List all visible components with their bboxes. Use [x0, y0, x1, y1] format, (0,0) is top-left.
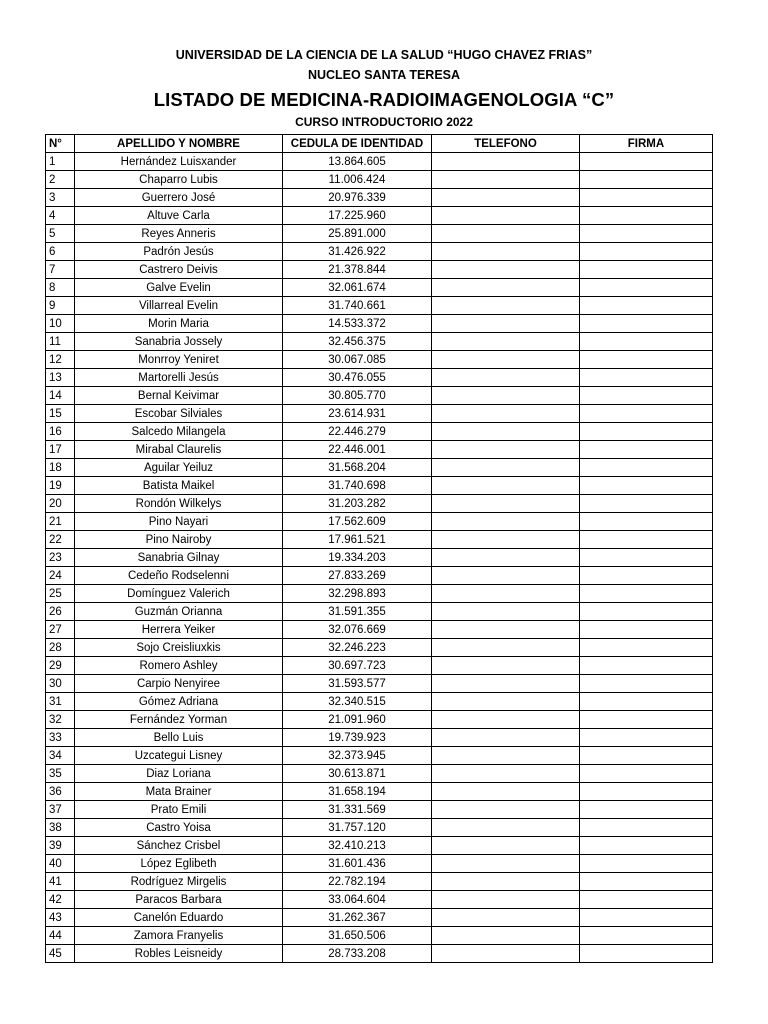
phone-cell	[432, 945, 580, 963]
signature-cell	[580, 819, 713, 837]
table-row	[46, 765, 713, 783]
id-number-cell: 31.658.194	[283, 783, 432, 801]
student-name-cell: Aguilar Yeiluz	[75, 459, 283, 477]
phone-cell	[432, 837, 580, 855]
column-header-name: APELLIDO Y NOMBRE	[75, 135, 283, 153]
signature-cell	[580, 423, 713, 441]
phone-cell	[432, 459, 580, 477]
table-row	[46, 855, 713, 873]
table-row	[46, 387, 713, 405]
id-number-cell: 21.378.844	[283, 261, 432, 279]
table-row	[46, 261, 713, 279]
table-row	[46, 153, 713, 171]
id-number-cell: 27.833.269	[283, 567, 432, 585]
id-number-cell: 32.061.674	[283, 279, 432, 297]
id-number-cell: 32.456.375	[283, 333, 432, 351]
student-name-cell: Batista Maikel	[75, 477, 283, 495]
id-number-cell: 22.446.279	[283, 423, 432, 441]
id-number-cell: 14.533.372	[283, 315, 432, 333]
phone-cell	[432, 693, 580, 711]
table-row	[46, 657, 713, 675]
row-number-cell: 15	[46, 405, 75, 423]
table-row	[46, 729, 713, 747]
student-name-cell: Escobar Silviales	[75, 405, 283, 423]
id-number-cell: 32.340.515	[283, 693, 432, 711]
student-name-cell: Hernández Luisxander	[75, 153, 283, 171]
phone-cell	[432, 765, 580, 783]
id-number-cell: 31.740.661	[283, 297, 432, 315]
phone-cell	[432, 783, 580, 801]
phone-cell	[432, 225, 580, 243]
table-row	[46, 225, 713, 243]
phone-cell	[432, 171, 580, 189]
student-roster-table	[45, 134, 713, 963]
id-number-cell: 28.733.208	[283, 945, 432, 963]
id-number-cell: 32.373.945	[283, 747, 432, 765]
signature-cell	[580, 873, 713, 891]
student-name-cell: Castrero Deivis	[75, 261, 283, 279]
phone-cell	[432, 423, 580, 441]
row-number-cell: 25	[46, 585, 75, 603]
phone-cell	[432, 513, 580, 531]
student-name-cell: Pino Nairoby	[75, 531, 283, 549]
phone-cell	[432, 333, 580, 351]
student-name-cell: Domínguez Valerich	[75, 585, 283, 603]
id-number-cell: 31.262.367	[283, 909, 432, 927]
student-name-cell: Guerrero José	[75, 189, 283, 207]
table-row	[46, 549, 713, 567]
phone-cell	[432, 531, 580, 549]
phone-cell	[432, 675, 580, 693]
signature-cell	[580, 297, 713, 315]
row-number-cell: 6	[46, 243, 75, 261]
table-row	[46, 423, 713, 441]
phone-cell	[432, 387, 580, 405]
id-number-cell: 30.067.085	[283, 351, 432, 369]
university-name: UNIVERSIDAD DE LA CIENCIA DE LA SALUD “HUGO CHAVEZ FRIAS”	[175, 48, 593, 62]
table-row	[46, 513, 713, 531]
student-name-cell: Salcedo Milangela	[75, 423, 283, 441]
signature-cell	[580, 207, 713, 225]
id-number-cell: 30.476.055	[283, 369, 432, 387]
phone-cell	[432, 873, 580, 891]
signature-cell	[580, 657, 713, 675]
student-name-cell: Monrroy Yeniret	[75, 351, 283, 369]
row-number-cell: 44	[46, 927, 75, 945]
row-number-cell: 10	[46, 315, 75, 333]
student-name-cell: Fernández Yorman	[75, 711, 283, 729]
table-row	[46, 495, 713, 513]
table-row	[46, 603, 713, 621]
id-number-cell: 32.298.893	[283, 585, 432, 603]
table-row	[46, 189, 713, 207]
student-name-cell: Chaparro Lubis	[75, 171, 283, 189]
student-name-cell: Carpio Nenyiree	[75, 675, 283, 693]
table-row	[46, 531, 713, 549]
phone-cell	[432, 891, 580, 909]
row-number-cell: 42	[46, 891, 75, 909]
row-number-cell: 28	[46, 639, 75, 657]
signature-cell	[580, 801, 713, 819]
row-number-cell: 26	[46, 603, 75, 621]
phone-cell	[432, 477, 580, 495]
signature-cell	[580, 837, 713, 855]
phone-cell	[432, 855, 580, 873]
row-number-cell: 3	[46, 189, 75, 207]
table-row	[46, 405, 713, 423]
signature-cell	[580, 783, 713, 801]
id-number-cell: 21.091.960	[283, 711, 432, 729]
id-number-cell: 25.891.000	[283, 225, 432, 243]
table-row	[46, 369, 713, 387]
row-number-cell: 23	[46, 549, 75, 567]
signature-cell	[580, 243, 713, 261]
table-row	[46, 297, 713, 315]
table-row	[46, 909, 713, 927]
table-body	[46, 153, 713, 963]
id-number-cell: 22.782.194	[283, 873, 432, 891]
phone-cell	[432, 747, 580, 765]
phone-cell	[432, 261, 580, 279]
page-title: LISTADO DE MEDICINA-RADIOIMAGENOLOGIA “C”	[153, 89, 615, 110]
row-number-cell: 27	[46, 621, 75, 639]
id-number-cell: 31.203.282	[283, 495, 432, 513]
student-name-cell: Pino Nayari	[75, 513, 283, 531]
table-row	[46, 315, 713, 333]
id-number-cell: 31.593.577	[283, 675, 432, 693]
phone-cell	[432, 639, 580, 657]
id-number-cell: 32.410.213	[283, 837, 432, 855]
student-name-cell: Uzcategui Lisney	[75, 747, 283, 765]
signature-cell	[580, 675, 713, 693]
student-name-cell: Reyes Anneris	[75, 225, 283, 243]
id-number-cell: 30.805.770	[283, 387, 432, 405]
table-row	[46, 171, 713, 189]
table-row	[46, 477, 713, 495]
phone-cell	[432, 567, 580, 585]
phone-cell	[432, 279, 580, 297]
id-number-cell: 31.568.204	[283, 459, 432, 477]
row-number-cell: 45	[46, 945, 75, 963]
phone-cell	[432, 603, 580, 621]
row-number-cell: 34	[46, 747, 75, 765]
id-number-cell: 17.961.521	[283, 531, 432, 549]
student-name-cell: Villarreal Evelin	[75, 297, 283, 315]
signature-cell	[580, 351, 713, 369]
phone-cell	[432, 549, 580, 567]
signature-cell	[580, 477, 713, 495]
student-name-cell: Mata Brainer	[75, 783, 283, 801]
table-row	[46, 783, 713, 801]
row-number-cell: 7	[46, 261, 75, 279]
student-name-cell: Rodríguez Mirgelis	[75, 873, 283, 891]
table-row	[46, 567, 713, 585]
signature-cell	[580, 189, 713, 207]
signature-cell	[580, 387, 713, 405]
student-name-cell: Herrera Yeiker	[75, 621, 283, 639]
id-number-cell: 17.562.609	[283, 513, 432, 531]
student-name-cell: Prato Emili	[75, 801, 283, 819]
id-number-cell: 20.976.339	[283, 189, 432, 207]
signature-cell	[580, 747, 713, 765]
signature-cell	[580, 711, 713, 729]
row-number-cell: 21	[46, 513, 75, 531]
table-row	[46, 639, 713, 657]
phone-cell	[432, 189, 580, 207]
row-number-cell: 14	[46, 387, 75, 405]
student-name-cell: Diaz Loriana	[75, 765, 283, 783]
student-name-cell: Robles Leisneidy	[75, 945, 283, 963]
nucleo-name: NUCLEO SANTA TERESA	[307, 68, 461, 82]
student-name-cell: Sojo Creisliuxkis	[75, 639, 283, 657]
student-name-cell: Rondón Wilkelys	[75, 495, 283, 513]
row-number-cell: 11	[46, 333, 75, 351]
signature-cell	[580, 279, 713, 297]
phone-cell	[432, 621, 580, 639]
row-number-cell: 20	[46, 495, 75, 513]
signature-cell	[580, 567, 713, 585]
table-row	[46, 693, 713, 711]
row-number-cell: 22	[46, 531, 75, 549]
signature-cell	[580, 315, 713, 333]
student-name-cell: Sánchez Crisbel	[75, 837, 283, 855]
signature-cell	[580, 855, 713, 873]
table-row	[46, 621, 713, 639]
id-number-cell: 30.613.871	[283, 765, 432, 783]
table-row	[46, 279, 713, 297]
student-name-cell: López Eglibeth	[75, 855, 283, 873]
row-number-cell: 4	[46, 207, 75, 225]
id-number-cell: 31.757.120	[283, 819, 432, 837]
phone-cell	[432, 207, 580, 225]
id-number-cell: 22.446.001	[283, 441, 432, 459]
row-number-cell: 5	[46, 225, 75, 243]
row-number-cell: 43	[46, 909, 75, 927]
table-header-row	[46, 135, 713, 153]
row-number-cell: 1	[46, 153, 75, 171]
id-number-cell: 31.426.922	[283, 243, 432, 261]
table-row	[46, 459, 713, 477]
row-number-cell: 30	[46, 675, 75, 693]
student-name-cell: Guzmán Orianna	[75, 603, 283, 621]
table-row	[46, 207, 713, 225]
student-name-cell: Paracos Barbara	[75, 891, 283, 909]
phone-cell	[432, 153, 580, 171]
row-number-cell: 36	[46, 783, 75, 801]
row-number-cell: 8	[46, 279, 75, 297]
row-number-cell: 32	[46, 711, 75, 729]
id-number-cell: 13.864.605	[283, 153, 432, 171]
table-row	[46, 441, 713, 459]
signature-cell	[580, 639, 713, 657]
signature-cell	[580, 927, 713, 945]
student-name-cell: Zamora Franyelis	[75, 927, 283, 945]
phone-cell	[432, 585, 580, 603]
row-number-cell: 2	[46, 171, 75, 189]
signature-cell	[580, 441, 713, 459]
signature-cell	[580, 909, 713, 927]
table-row	[46, 801, 713, 819]
row-number-cell: 9	[46, 297, 75, 315]
signature-cell	[580, 585, 713, 603]
signature-cell	[580, 513, 713, 531]
id-number-cell: 17.225.960	[283, 207, 432, 225]
table-row	[46, 873, 713, 891]
signature-cell	[580, 333, 713, 351]
student-name-cell: Morin Maria	[75, 315, 283, 333]
phone-cell	[432, 351, 580, 369]
column-header-phone: TELEFONO	[432, 135, 580, 153]
signature-cell	[580, 531, 713, 549]
student-name-cell: Sanabria Jossely	[75, 333, 283, 351]
id-number-cell: 31.650.506	[283, 927, 432, 945]
signature-cell	[580, 765, 713, 783]
row-number-cell: 16	[46, 423, 75, 441]
row-number-cell: 38	[46, 819, 75, 837]
phone-cell	[432, 315, 580, 333]
row-number-cell: 31	[46, 693, 75, 711]
student-name-cell: Gómez Adriana	[75, 693, 283, 711]
phone-cell	[432, 369, 580, 387]
table-row	[46, 891, 713, 909]
id-number-cell: 19.334.203	[283, 549, 432, 567]
row-number-cell: 41	[46, 873, 75, 891]
signature-cell	[580, 459, 713, 477]
column-header-number: N°	[46, 135, 75, 153]
id-number-cell: 11.006.424	[283, 171, 432, 189]
phone-cell	[432, 819, 580, 837]
signature-cell	[580, 549, 713, 567]
signature-cell	[580, 693, 713, 711]
id-number-cell: 31.740.698	[283, 477, 432, 495]
row-number-cell: 37	[46, 801, 75, 819]
table-row	[46, 711, 713, 729]
id-number-cell: 19.739.923	[283, 729, 432, 747]
student-name-cell: Martorelli Jesús	[75, 369, 283, 387]
student-name-cell: Bello Luis	[75, 729, 283, 747]
id-number-cell: 33.064.604	[283, 891, 432, 909]
phone-cell	[432, 909, 580, 927]
table-row	[46, 675, 713, 693]
table-row	[46, 585, 713, 603]
table-row	[46, 819, 713, 837]
phone-cell	[432, 657, 580, 675]
signature-cell	[580, 495, 713, 513]
table-row	[46, 927, 713, 945]
id-number-cell: 32.246.223	[283, 639, 432, 657]
row-number-cell: 19	[46, 477, 75, 495]
table-row	[46, 747, 713, 765]
row-number-cell: 17	[46, 441, 75, 459]
row-number-cell: 24	[46, 567, 75, 585]
row-number-cell: 35	[46, 765, 75, 783]
student-name-cell: Galve Evelin	[75, 279, 283, 297]
student-name-cell: Padrón Jesús	[75, 243, 283, 261]
phone-cell	[432, 405, 580, 423]
phone-cell	[432, 801, 580, 819]
table-row	[46, 837, 713, 855]
row-number-cell: 40	[46, 855, 75, 873]
table-row	[46, 333, 713, 351]
phone-cell	[432, 495, 580, 513]
signature-cell	[580, 369, 713, 387]
column-header-id: CEDULA DE IDENTIDAD	[283, 135, 432, 153]
row-number-cell: 39	[46, 837, 75, 855]
student-name-cell: Romero Ashley	[75, 657, 283, 675]
row-number-cell: 18	[46, 459, 75, 477]
student-name-cell: Mirabal Claurelis	[75, 441, 283, 459]
phone-cell	[432, 729, 580, 747]
id-number-cell: 32.076.669	[283, 621, 432, 639]
signature-cell	[580, 891, 713, 909]
signature-cell	[580, 621, 713, 639]
table-row	[46, 351, 713, 369]
row-number-cell: 13	[46, 369, 75, 387]
student-name-cell: Castro Yoisa	[75, 819, 283, 837]
signature-cell	[580, 945, 713, 963]
id-number-cell: 31.591.355	[283, 603, 432, 621]
course-subtitle: CURSO INTRODUCTORIO 2022	[295, 115, 473, 129]
phone-cell	[432, 297, 580, 315]
phone-cell	[432, 441, 580, 459]
phone-cell	[432, 711, 580, 729]
signature-cell	[580, 729, 713, 747]
id-number-cell: 31.601.436	[283, 855, 432, 873]
signature-cell	[580, 171, 713, 189]
student-name-cell: Canelón Eduardo	[75, 909, 283, 927]
signature-cell	[580, 153, 713, 171]
row-number-cell: 33	[46, 729, 75, 747]
student-name-cell: Sanabria Gilnay	[75, 549, 283, 567]
phone-cell	[432, 243, 580, 261]
signature-cell	[580, 603, 713, 621]
phone-cell	[432, 927, 580, 945]
signature-cell	[580, 225, 713, 243]
id-number-cell: 31.331.569	[283, 801, 432, 819]
student-name-cell: Altuve Carla	[75, 207, 283, 225]
table-row	[46, 945, 713, 963]
signature-cell	[580, 405, 713, 423]
id-number-cell: 23.614.931	[283, 405, 432, 423]
table-row	[46, 243, 713, 261]
id-number-cell: 30.697.723	[283, 657, 432, 675]
student-name-cell: Cedeño Rodselenni	[75, 567, 283, 585]
row-number-cell: 29	[46, 657, 75, 675]
student-name-cell: Bernal Keivimar	[75, 387, 283, 405]
signature-cell	[580, 261, 713, 279]
column-header-signature: FIRMA	[580, 135, 713, 153]
row-number-cell: 12	[46, 351, 75, 369]
